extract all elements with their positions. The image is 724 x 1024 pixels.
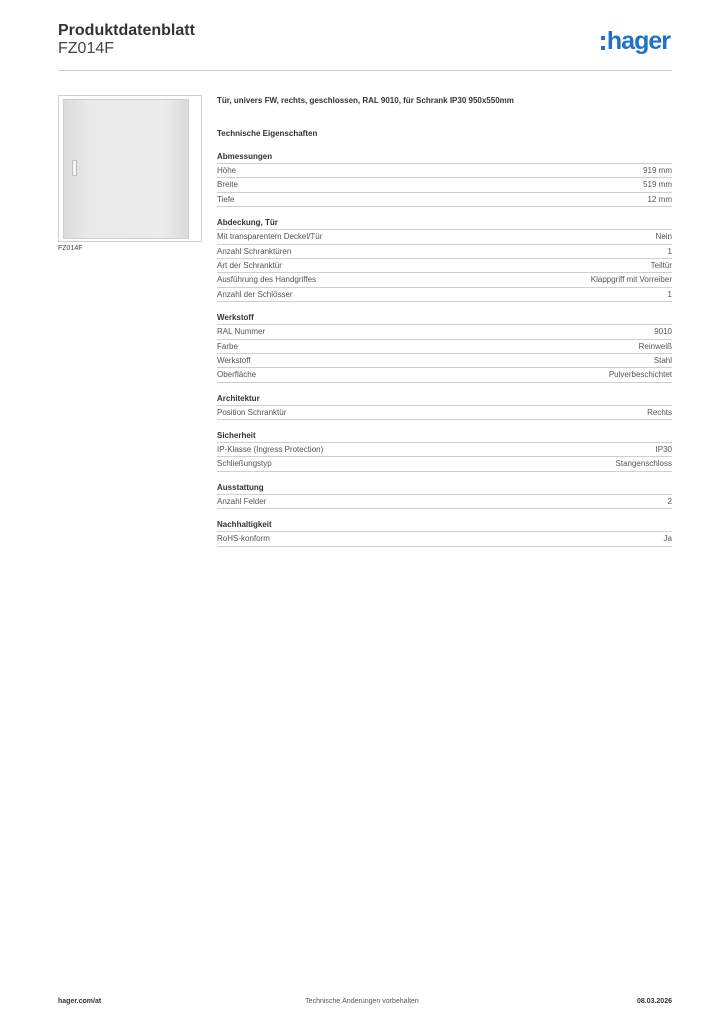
- property-row: [217, 532, 672, 546]
- section-title: Abmessungen: [217, 152, 672, 164]
- property-label: Mit transparentem Deckel/Tür: [217, 232, 323, 242]
- product-code: FZ014F: [58, 40, 115, 57]
- property-label: Schließungstyp: [217, 459, 272, 469]
- property-section: [217, 152, 672, 207]
- property-section: [217, 483, 672, 509]
- property-section: [217, 431, 672, 472]
- property-row: [217, 193, 672, 207]
- property-row: [217, 164, 672, 178]
- property-label: Werkstoff: [217, 355, 251, 365]
- property-value: Reinweiß: [638, 341, 672, 351]
- section-title: Sicherheit: [217, 431, 672, 443]
- tech-properties-heading: Technische Eigenschaften: [217, 129, 318, 138]
- hager-logo: [601, 26, 670, 56]
- property-value: 519 mm: [643, 180, 672, 190]
- property-label: Ausführung des Handgriffes: [217, 275, 317, 285]
- property-section: [217, 520, 672, 546]
- property-value: Rechts: [647, 407, 672, 417]
- property-label: IP-Klasse (Ingress Protection): [217, 445, 324, 455]
- property-label: Art der Schranktür: [217, 260, 282, 270]
- property-value: Teiltür: [650, 260, 672, 270]
- property-value: 1: [667, 246, 672, 256]
- property-label: Anzahl Schranktüren: [217, 246, 292, 256]
- property-row: [217, 443, 672, 457]
- property-label: Breite: [217, 180, 238, 190]
- property-label: Farbe: [217, 341, 238, 351]
- property-section: [217, 313, 672, 383]
- property-label: RAL Nummer: [217, 327, 266, 337]
- property-row: [217, 457, 672, 471]
- property-value: Pulverbeschichtet: [608, 370, 672, 380]
- logo-text: hager: [606, 27, 670, 55]
- property-value: Klappgriff mit Vorreiber: [590, 275, 672, 285]
- footer-website: hager.com/at: [58, 998, 102, 1005]
- property-row: [217, 325, 672, 339]
- property-value: 2: [667, 496, 672, 506]
- property-row: [217, 245, 672, 259]
- property-value: IP30: [655, 445, 672, 455]
- property-row: [217, 340, 672, 354]
- property-section: [217, 394, 672, 420]
- property-value: Nein: [655, 232, 672, 242]
- property-label: Oberfläche: [217, 370, 257, 380]
- property-label: Position Schranktür: [217, 407, 287, 417]
- logo-dots: [601, 36, 605, 50]
- property-label: Anzahl Felder: [217, 496, 267, 506]
- property-row: [217, 354, 672, 368]
- image-caption: FZ014F: [58, 245, 83, 252]
- section-title: Architektur: [217, 394, 672, 406]
- section-title: Abdeckung, Tür: [217, 218, 672, 230]
- door-handle-icon: [72, 160, 77, 176]
- property-row: [217, 178, 672, 192]
- property-value: 1: [667, 289, 672, 299]
- product-image: [58, 95, 202, 242]
- section-title: Werkstoff: [217, 313, 672, 325]
- property-section: [217, 218, 672, 302]
- property-row: [217, 406, 672, 420]
- section-title: Nachhaltigkeit: [217, 520, 672, 532]
- footer-date: 08.03.2026: [636, 998, 672, 1005]
- property-label: Höhe: [217, 166, 237, 175]
- property-label: RoHS-konform: [217, 534, 270, 544]
- product-details: [217, 96, 672, 558]
- property-value: 9010: [654, 327, 672, 337]
- door-panel-image: [63, 99, 189, 239]
- property-label: Anzahl der Schlösser: [217, 289, 293, 299]
- property-row: [217, 230, 672, 244]
- property-value: 919 mm: [643, 166, 672, 175]
- property-row: [217, 368, 672, 382]
- property-value: 12 mm: [647, 194, 672, 204]
- property-row: [217, 273, 672, 287]
- property-sections: [217, 152, 672, 547]
- property-row: [217, 288, 672, 302]
- property-value: Ja: [663, 534, 672, 544]
- product-title: Tür, univers FW, rechts, geschlossen, RAL 9010, für Schrank IP30 950x550mm: [217, 96, 514, 105]
- property-row: [217, 259, 672, 273]
- document-title: Produktdatenblatt: [58, 22, 195, 39]
- property-label: Tiefe: [217, 194, 235, 204]
- page-header: [58, 22, 672, 71]
- footer-notice: Technische Änderungen vorbehalten: [305, 998, 419, 1005]
- property-value: Stangenschloss: [615, 459, 672, 469]
- property-row: [217, 495, 672, 509]
- section-title: Ausstattung: [217, 483, 672, 495]
- property-value: Stahl: [653, 355, 672, 365]
